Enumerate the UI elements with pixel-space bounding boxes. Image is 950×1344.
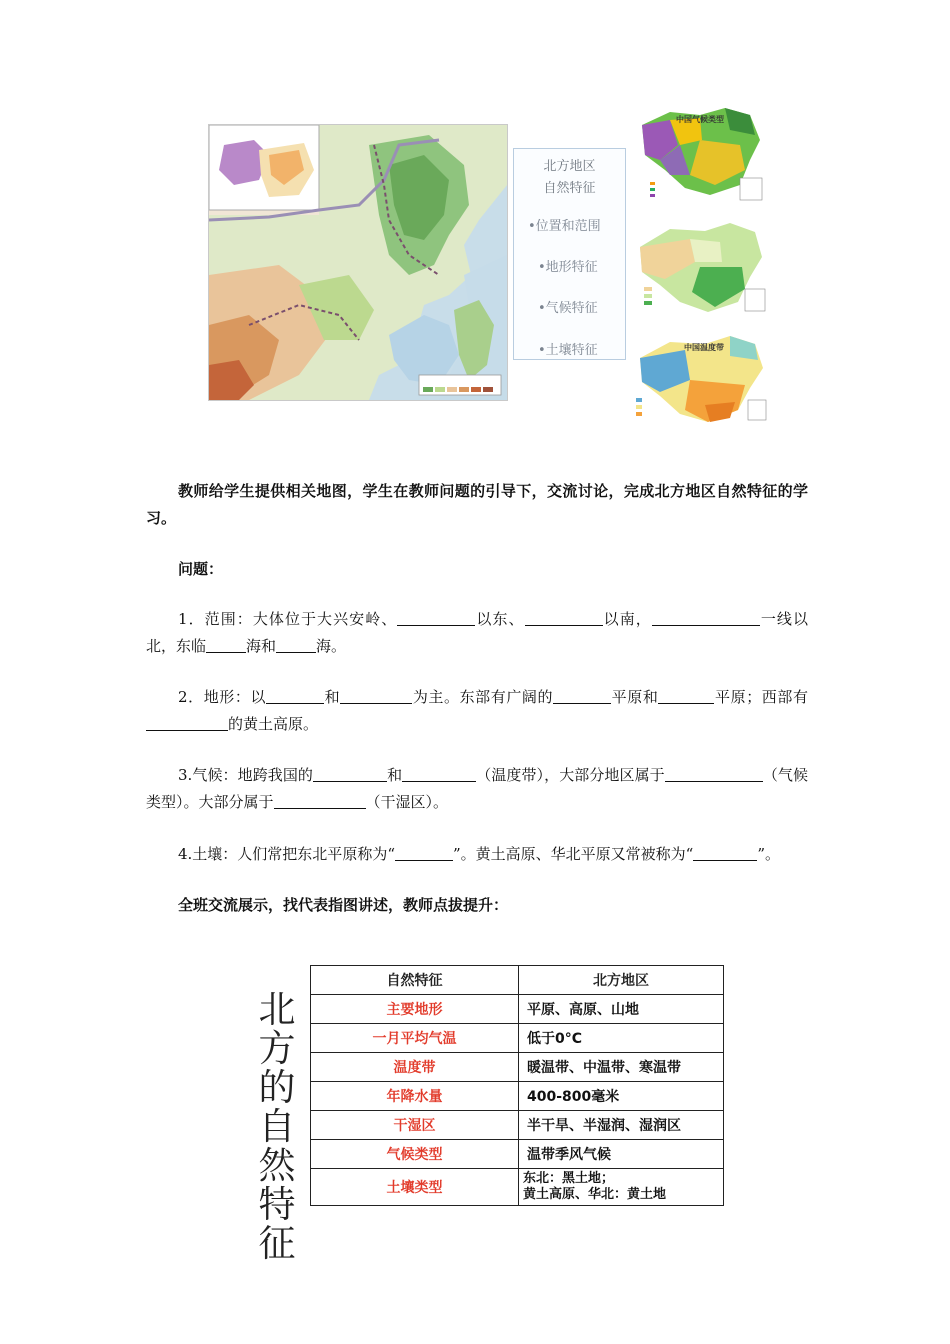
- feature-item-terrain: •地形特征: [538, 260, 598, 275]
- table-key: 年降水量: [311, 1082, 519, 1111]
- features-table: [310, 965, 724, 1206]
- feature-item-location: •位置和范围: [528, 219, 601, 234]
- table-value: 低于0°C: [519, 1024, 724, 1053]
- vertical-title-char: 方: [258, 1027, 296, 1070]
- table-row: [311, 1111, 724, 1140]
- q1-text-d: 一线以北，东临: [146, 610, 808, 655]
- soil-value-line1: 东北：黑土地；: [523, 1171, 615, 1186]
- vertical-title-char: 然: [258, 1144, 296, 1187]
- q4-text-c: ”。: [757, 845, 780, 863]
- q3-blank-3[interactable]: [665, 766, 763, 782]
- q1-blank-3[interactable]: [652, 610, 760, 626]
- soil-value-line2: 黄土高原、华北：黄土地: [523, 1187, 667, 1202]
- q3-blank-2[interactable]: [402, 766, 476, 782]
- table-header-row: [311, 966, 724, 995]
- feature-outline-box: [513, 148, 626, 360]
- q1-text-e: 海和: [246, 637, 277, 655]
- vertical-title: [253, 990, 301, 1263]
- table-row: [311, 1082, 724, 1111]
- climate-type-map: [630, 100, 772, 205]
- question-4: [146, 841, 808, 868]
- q1-blank-2[interactable]: [525, 610, 603, 626]
- q2-text-f: 的黄土高原。: [228, 715, 319, 733]
- question-3: [146, 762, 808, 816]
- q3-text-b: 和: [387, 766, 403, 784]
- q1-text-a: 1．范围：大体位于大兴安岭、: [178, 610, 398, 628]
- table-value: [519, 1169, 724, 1206]
- table-key: 一月平均气温: [311, 1024, 519, 1053]
- q3-text-a: 3.气候：地跨我国的: [178, 766, 314, 784]
- q3-blank-1[interactable]: [313, 766, 387, 782]
- table-key: 温度带: [311, 1053, 519, 1082]
- q2-blank-5[interactable]: [146, 715, 228, 731]
- q3-text-d: （气候类型）。大部分属于: [146, 766, 808, 811]
- vertical-title-char: 的: [258, 1066, 296, 1109]
- table-key: 干湿区: [311, 1111, 519, 1140]
- summary-line: 全班交流展示，找代表指图讲述，教师点拔提升：: [178, 896, 509, 914]
- vertical-title-char: 北: [258, 988, 296, 1031]
- q2-blank-1[interactable]: [266, 688, 324, 704]
- q3-blank-4[interactable]: [274, 793, 366, 809]
- temperature-map-caption: 中国温度带: [684, 343, 724, 352]
- table-key: 土壤类型: [311, 1169, 519, 1206]
- climate-map-caption: 中国气候类型: [676, 115, 724, 124]
- table-row: [311, 1169, 724, 1206]
- q4-blank-2[interactable]: [693, 845, 757, 861]
- feature-item-climate: •气候特征: [538, 301, 598, 316]
- q1-text-f: 海。: [316, 637, 347, 655]
- q2-text-d: 平原和: [611, 688, 659, 706]
- q1-text-b: 以东、: [475, 610, 525, 628]
- table-key: 主要地形: [311, 995, 519, 1024]
- q1-blank-4[interactable]: [206, 637, 246, 653]
- q3-text-c: （温度带），大部分地区属于: [476, 766, 665, 784]
- q1-blank-1[interactable]: [397, 610, 475, 626]
- q1-blank-5[interactable]: [276, 637, 316, 653]
- table-row: [311, 1024, 724, 1053]
- q2-text-a: 2．地形：以: [178, 688, 267, 706]
- feature-box-title-line2: 自然特征: [543, 181, 596, 196]
- q2-blank-2[interactable]: [340, 688, 412, 704]
- q1-text-c: 以南，: [602, 610, 652, 628]
- feature-box-title-line1: 北方地区: [543, 159, 596, 174]
- question-label: 问题：: [178, 560, 224, 578]
- q3-text-e: （干湿区）。: [365, 793, 449, 811]
- table-value: 温带季风气候: [519, 1140, 724, 1169]
- table-header-feature: 自然特征: [311, 966, 519, 995]
- q4-blank-1[interactable]: [395, 845, 453, 861]
- table-row: [311, 995, 724, 1024]
- vertical-title-char: 征: [258, 1222, 296, 1265]
- dry-wet-region-map: [630, 217, 772, 317]
- table-header-region: 北方地区: [519, 966, 724, 995]
- q2-blank-3[interactable]: [553, 688, 611, 704]
- temperature-zone-map: [630, 330, 772, 425]
- q4-text-a: 4.土壤：人们常把东北平原称为“: [178, 845, 395, 863]
- table-value: 平原、高原、山地: [519, 995, 724, 1024]
- q4-text-b: ”。黄土高原、华北平原又常被称为“: [452, 845, 694, 863]
- q2-blank-4[interactable]: [658, 688, 714, 704]
- intro-paragraph: 教师给学生提供相关地图，学生在教师问题的引导下，交流讨论，完成北方地区自然特征的学习。: [146, 482, 808, 527]
- table-row: [311, 1053, 724, 1082]
- vertical-title-char: 特: [258, 1183, 296, 1226]
- table-value: 半干旱、半湿润、湿润区: [519, 1111, 724, 1140]
- north-china-physical-map: [208, 124, 508, 401]
- question-2: [146, 684, 808, 738]
- q2-text-e: 平原；西部有: [714, 688, 808, 706]
- vertical-title-char: 自: [258, 1105, 296, 1148]
- question-1: [146, 606, 808, 660]
- table-row: [311, 1140, 724, 1169]
- feature-item-soil: •土壤特征: [538, 343, 598, 358]
- table-key: 气候类型: [311, 1140, 519, 1169]
- q2-text-c: 为主。东部有广阔的: [412, 688, 554, 706]
- table-value: 暖温带、中温带、寒温带: [519, 1053, 724, 1082]
- q2-text-b: 和: [324, 688, 341, 706]
- table-value: 400-800毫米: [519, 1082, 724, 1111]
